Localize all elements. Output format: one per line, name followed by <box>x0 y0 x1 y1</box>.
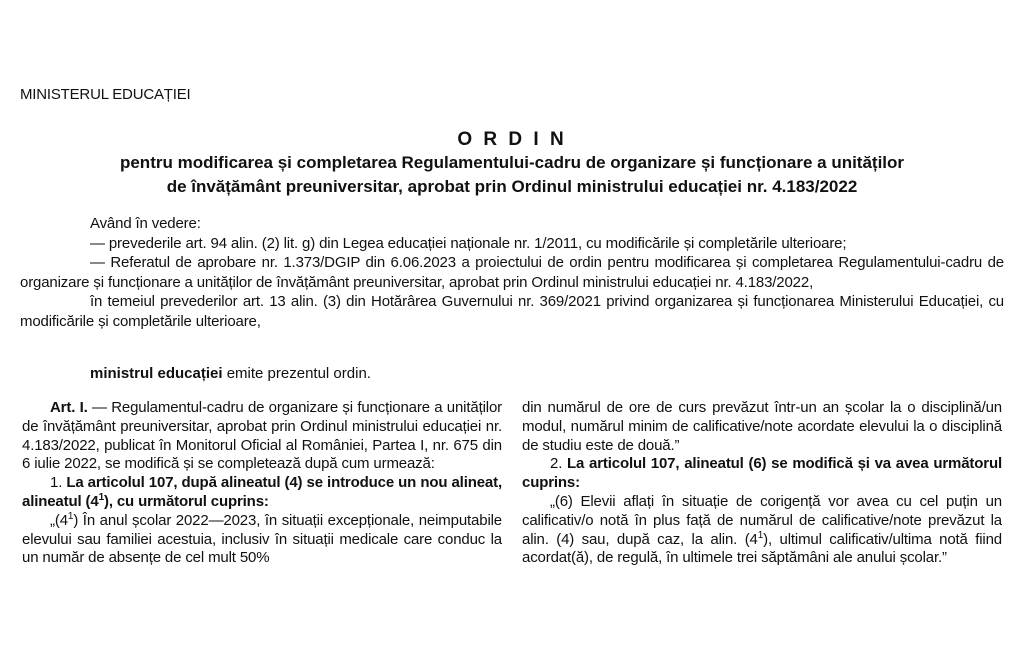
left-column <box>22 399 502 568</box>
issuer-name: ministrul educației <box>90 365 223 382</box>
superscript: 1 <box>98 491 104 503</box>
superscript: 1 <box>67 510 74 522</box>
preamble <box>20 214 1004 331</box>
quote-text-a: „(6) Elevii aflați în situație de corigență vor avea cu cel puțin un calificativ/o notă în plus față de numărul de calificative/note prevăzut la alin. (4) sau, după caz, la alin. (4 <box>522 492 1002 548</box>
amendment-item-2 <box>522 455 1002 493</box>
item-heading-a: La articolul 107, după alineatul (4) se introduce un nou alineat, alineatul (4 <box>22 474 502 510</box>
article-label: Art. I. <box>50 399 88 416</box>
order-subtitle-line-2: de învățământ preuniversitar, aprobat prin Ordinul ministrului educației nr. 4.183/2022 <box>166 177 858 196</box>
quoted-paragraph <box>522 493 1002 568</box>
quote-text-b: ), ultimul calificativ/ultima notă fiind acordat(ă), de regulă, în ultimele trei săptămâni ale anului școlar.” <box>522 530 1002 567</box>
quoted-paragraph <box>22 512 502 568</box>
preamble-paragraph: Având în vedere: <box>90 215 201 232</box>
amendment-item-1 <box>22 474 502 512</box>
superscript: 1 <box>757 529 764 541</box>
continued-paragraph: din numărul de ore de curs prevăzut într-un an școlar la o disciplină/un modul, numărul minim de calificative/note acordate elevului la o disciplină de studiu este de două.” <box>522 399 1002 454</box>
item-number: 1. <box>50 474 67 492</box>
ministry-header: MINISTERUL EDUCAȚIEI <box>20 86 191 103</box>
article-paragraph <box>22 399 502 474</box>
order-subtitle-line-1: pentru modificarea și completarea Regulamentului-cadru de organizare și funcționare a unităților <box>119 153 905 172</box>
preamble-paragraph: — Referatul de aprobare nr. 1.373/DGIP din 6.06.2023 a proiectului de ordin pentru modificarea și completarea Regulamentului-cadru de organizare și funcționare a unităților de învățământ preuniversitar, aprobat prin Ordinul ministrului educației nr. 4.183/2022, <box>20 254 1004 291</box>
preamble-paragraph: în temeiul prevederilor art. 13 alin. (3) din Hotărârea Guvernului nr. 369/2021 privind organizarea și funcționarea Ministerului Educației, cu modificările și completările ulterioare, <box>20 293 1004 330</box>
order-title: O R D I N <box>457 129 567 150</box>
item-heading-b: ), cu următorul cuprins: <box>103 492 269 510</box>
order-subtitle <box>0 151 1024 199</box>
right-column <box>522 399 1002 568</box>
quote-text-b: ) În anul școlar 2022—2023, în situații excepționale, neimputabile elevului sau familiei acestuia, inclusiv în situații medicale care conduc la un număr de absențe de cel mult 50% <box>22 511 502 567</box>
article-text: — Regulamentul-cadru de organizare și funcționare a unităților de învățământ preuniversitar, aprobat prin Ordinul ministrului educației nr. 4.183/2022, publicat în Monitorul Oficial al României, Partea I, nr. 675 din 6 iulie 2022, se modifică și se completează după cum urmează: <box>22 399 502 473</box>
item-heading: La articolul 107, alineatul (6) se modifică și va avea următorul cuprins: <box>522 455 1003 492</box>
item-number: 2. <box>550 455 568 473</box>
quote-text-a: „(4 <box>50 511 68 529</box>
issuing-statement <box>90 365 371 382</box>
preamble-paragraph: — prevederile art. 94 alin. (2) lit. g) din Legea educației naționale nr. 1/2011, cu modificările și completările ulterioare; <box>90 234 847 252</box>
issuing-text: emite prezentul ordin. <box>222 365 371 382</box>
